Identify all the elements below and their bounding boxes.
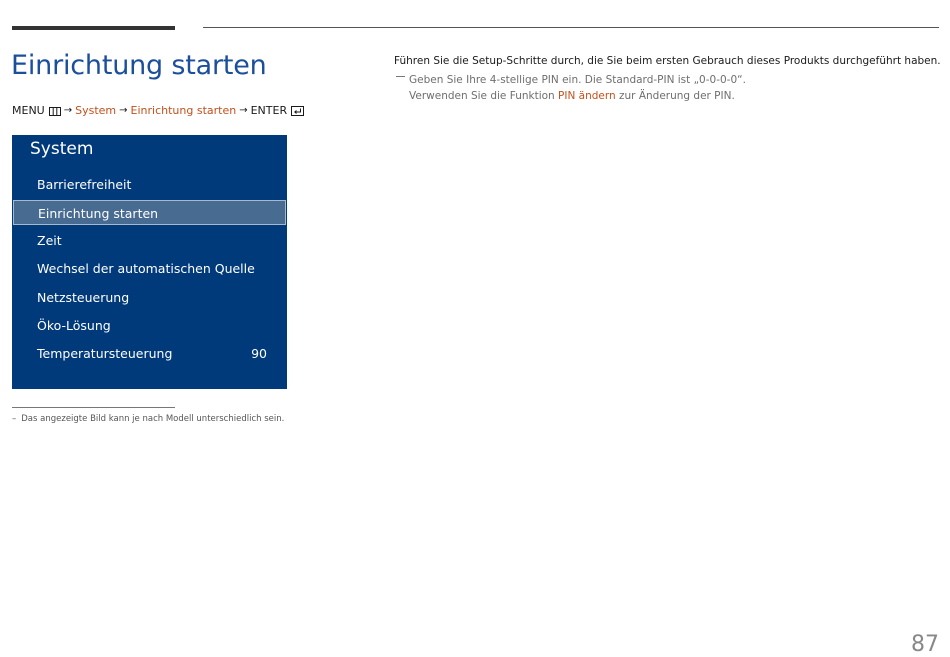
breadcrumb-menu: MENU: [12, 104, 45, 117]
page-number: 87: [911, 632, 939, 657]
note-text-after: zur Änderung der PIN.: [615, 90, 735, 102]
menu-item-label: Öko-Lösung: [37, 318, 111, 333]
enter-icon: [291, 106, 304, 116]
menu-item-label: Netzsteuerung: [37, 290, 130, 305]
footnote-dash: –: [12, 414, 17, 424]
header-rule-thin: [203, 27, 939, 28]
arrow-right-icon: →: [239, 105, 248, 116]
breadcrumb-enter: ENTER: [250, 104, 288, 117]
menu-item-netzsteuerung[interactable]: [13, 285, 286, 310]
breadcrumb-system[interactable]: System: [75, 104, 117, 117]
menu-item-oeko-loesung[interactable]: [13, 313, 286, 338]
menu-item-wechsel-quelle[interactable]: [13, 256, 286, 281]
menu-item-einrichtung-starten[interactable]: [13, 200, 286, 225]
footnote: [12, 414, 284, 424]
intro-text: Führen Sie die Setup-Schritte durch, die Sie beim ersten Gebrauch dieses Produkts durchgeführt haben.: [394, 55, 941, 67]
breadcrumb: [12, 104, 304, 117]
menu-item-temperatursteuerung[interactable]: [13, 341, 286, 366]
arrow-right-icon: →: [63, 105, 73, 116]
header-rule-thick: [12, 26, 175, 30]
note-pin-default: Geben Sie Ihre 4-stellige PIN ein. Die Standard-PIN ist „0-0-0-0“.: [409, 74, 746, 86]
menu-item-barrierefreiheit[interactable]: [13, 172, 286, 197]
note-text-before: Verwenden Sie die Funktion: [409, 90, 559, 102]
system-menu-panel: [12, 135, 287, 389]
pin-aendern-link[interactable]: PIN ändern: [558, 90, 616, 102]
menu-item-label: Zeit: [37, 233, 62, 248]
arrow-right-icon: →: [119, 105, 128, 116]
footnote-text: Das angezeigte Bild kann je nach Modell unterschiedlich sein.: [21, 414, 285, 424]
footnote-rule: [12, 407, 175, 408]
menu-item-label: Wechsel der automatischen Quelle: [37, 261, 255, 276]
menu-item-label: Einrichtung starten: [38, 206, 159, 221]
menu-item-value: 90: [251, 346, 267, 361]
note-pin-change: [409, 90, 735, 102]
page-title: Einrichtung starten: [11, 50, 267, 81]
note-dash-icon: [396, 76, 405, 77]
menu-grid-icon: [49, 106, 61, 115]
menu-item-label: Temperatursteuerung: [37, 346, 173, 361]
breadcrumb-current[interactable]: Einrichtung starten: [130, 104, 237, 117]
menu-panel-title: System: [30, 139, 94, 159]
menu-item-label: Barrierefreiheit: [37, 177, 132, 192]
menu-item-zeit[interactable]: [13, 228, 286, 253]
